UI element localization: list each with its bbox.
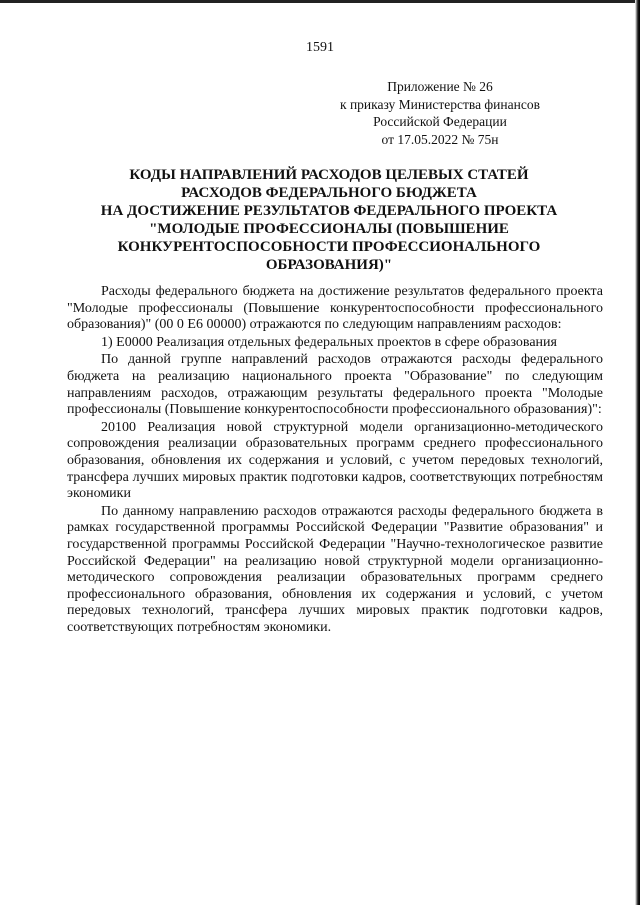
title-line: ОБРАЗОВАНИЯ)": [265, 257, 393, 273]
document-body: [67, 284, 603, 636]
document-title: [90, 166, 568, 274]
appendix-line: Российской Федерации: [373, 114, 507, 129]
paragraph-item-e0000: 1) E0000 Реализация отдельных федеральных проектов в сфере образования: [101, 334, 557, 350]
appendix-line: к приказу Министерства финансов: [340, 96, 540, 112]
paragraph-e0000-description: По данной группе направлений расходов отражаются расходы федерального бюджета на реализацию национального проекта "Образование" по следующим направлениям расходов, отражающим результаты федерального проекта "Молодые профессионалы (Повышение конкурентоспособности профессионального образования)":: [67, 352, 603, 418]
appendix-line: от 17.05.2022 № 75н: [381, 131, 499, 147]
title-line: КОДЫ НАПРАВЛЕНИЙ РАСХОДОВ ЦЕЛЕВЫХ СТАТЕЙ: [129, 167, 529, 183]
paragraph-20100-description: По данному направлению расходов отражаются расходы федерального бюджета в рамках государственной программы Российской Федерации "Развитие образования" и государственной программы Российской Федерации "Научно-технологическое развитие Российской Федерации" на реализацию новой структурной модели организационно-методического сопровождения реализации образовательных программ среднего профессионального образования, обновления их содержания и условий, с учетом передовых технологий, трансфера лучших мировых практик подготовки кадров, соответствующих потребностям экономики.: [67, 503, 603, 635]
scan-top-edge: [0, 0, 640, 3]
title-line: "МОЛОДЫЕ ПРОФЕССИОНАЛЫ (ПОВЫШЕНИЕ: [149, 221, 509, 237]
title-line: НА ДОСТИЖЕНИЕ РЕЗУЛЬТАТОВ ФЕДЕРАЛЬНОГО ПРОЕКТА: [100, 203, 558, 219]
paragraph-intro: Расходы федерального бюджета на достижение результатов федерального проекта "Молодые профессионалы (Повышение конкурентоспособности профессионального образования)" (00 0 E6 00000) отражаются по следующим направлениям расходов:: [67, 284, 603, 333]
title-line: КОНКУРЕНТОСПОСОБНОСТИ ПРОФЕССИОНАЛЬНОГО: [117, 239, 541, 255]
appendix-line: Приложение № 26: [387, 79, 493, 94]
paragraph-item-20100: 20100 Реализация новой структурной модели организационно-методического сопровождения реализации образовательных программ среднего профессионального образования, обновления их содержания и условий, с учетом передовых технологий, трансфера лучших мировых практик подготовки кадров, соответствующих потребностям экономики: [67, 419, 603, 502]
scan-right-edge: [635, 0, 640, 905]
title-line: РАСХОДОВ ФЕДЕРАЛЬНОГО БЮДЖЕТА: [181, 185, 477, 201]
appendix-header: [330, 78, 550, 148]
page-number: 1591: [306, 40, 334, 55]
